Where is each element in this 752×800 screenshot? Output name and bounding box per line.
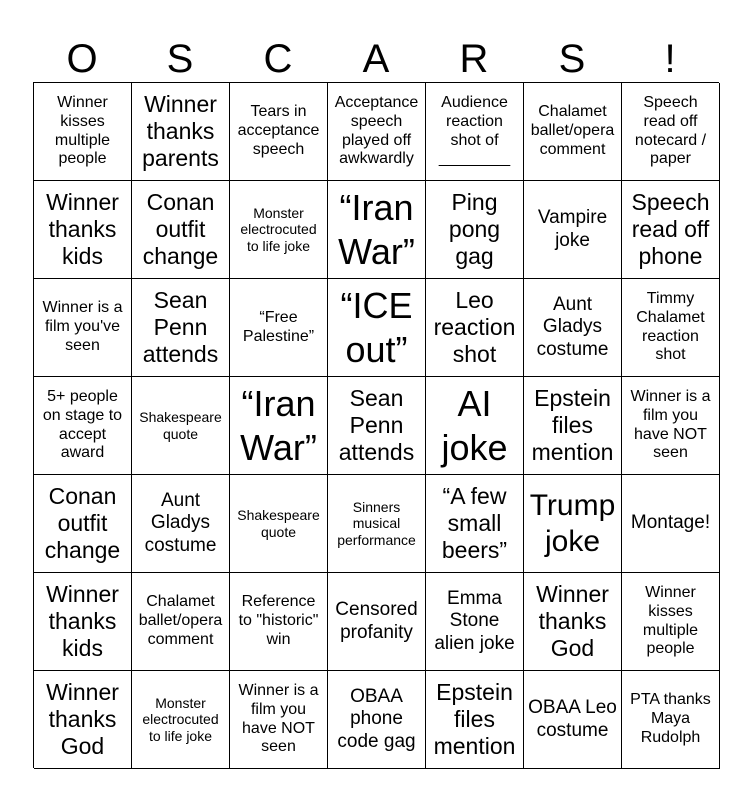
bingo-cell-text: “Iran War” (338, 187, 415, 272)
bingo-cell-text: Winner thanks parents (142, 91, 219, 171)
bingo-cell[interactable] (230, 377, 328, 475)
title-letter: O (66, 37, 98, 81)
bingo-cell-text: AI joke (441, 383, 508, 468)
bingo-cell[interactable] (132, 279, 230, 377)
title-letter: S (558, 37, 586, 81)
bingo-cell[interactable] (230, 573, 328, 671)
bingo-cell[interactable] (34, 671, 132, 769)
title-letter: R (459, 37, 489, 81)
bingo-cell[interactable] (230, 475, 328, 573)
bingo-cell-text: Winner is a film you have NOT seen (630, 388, 711, 462)
bingo-cell-text: Trump joke (529, 489, 616, 558)
bingo-cell-text: “A few small beers” (441, 483, 508, 563)
bingo-cell-text: Winner thanks God (536, 581, 609, 661)
bingo-cell-text: Sinners musical performance (337, 498, 416, 548)
bingo-cell-text: Winner thanks God (46, 679, 119, 759)
bingo-cell-text: Winner kisses multiple people (54, 94, 111, 168)
bingo-cell-text: Vampire joke (537, 207, 608, 251)
bingo-cell-text: Montage! (630, 512, 711, 534)
bingo-cell[interactable] (524, 573, 622, 671)
bingo-cell-text: Epstein files mention (531, 385, 614, 465)
bingo-cell[interactable] (34, 573, 132, 671)
bingo-cell[interactable] (230, 671, 328, 769)
bingo-cell-text: Tears in acceptance speech (237, 103, 320, 158)
bingo-cell[interactable] (622, 671, 720, 769)
bingo-cell[interactable] (230, 181, 328, 279)
title-letter: A (362, 37, 390, 81)
title-letter: ! (664, 37, 676, 81)
bingo-cell[interactable] (622, 279, 720, 377)
bingo-cell[interactable] (34, 475, 132, 573)
bingo-cell[interactable] (426, 181, 524, 279)
bingo-cell[interactable] (328, 573, 426, 671)
bingo-cell-text: Audience reaction shot of ________ (438, 94, 511, 168)
bingo-cell-text: Winner thanks kids (46, 581, 119, 661)
bingo-cell[interactable] (622, 181, 720, 279)
bingo-cell-text: Ping pong gag (448, 189, 501, 269)
bingo-cell-text: 5+ people on stage to accept award (42, 388, 123, 462)
bingo-cell-text: Chalamet ballet/opera comment (530, 103, 615, 158)
bingo-cell[interactable] (328, 475, 426, 573)
bingo-cell-text: OBAA Leo costume (528, 697, 617, 741)
bingo-cell-text: Timmy Chalamet reaction shot (636, 290, 705, 364)
bingo-cell-text: Leo reaction shot (433, 287, 516, 367)
bingo-cell[interactable] (426, 475, 524, 573)
bingo-board (33, 82, 719, 768)
bingo-cell-text: “Iran War” (240, 383, 317, 468)
bingo-cell-text: “ICE out” (340, 285, 413, 370)
bingo-cell-text: Aunt Gladys costume (536, 294, 609, 360)
bingo-cell[interactable] (524, 475, 622, 573)
bingo-cell-text: Chalamet ballet/opera comment (138, 593, 223, 648)
bingo-cell[interactable] (230, 83, 328, 181)
bingo-cell-text: Monster electrocuted to life joke (240, 204, 317, 254)
bingo-cell-text: Censored profanity (335, 599, 418, 643)
title-letter: S (166, 37, 194, 81)
bingo-cell-text: Winner thanks kids (46, 189, 119, 269)
bingo-cell[interactable] (132, 83, 230, 181)
bingo-cell-text: Winner kisses multiple people (642, 584, 699, 658)
bingo-cell[interactable] (524, 377, 622, 475)
bingo-cell[interactable] (426, 377, 524, 475)
bingo-cell[interactable] (622, 83, 720, 181)
bingo-cell[interactable] (426, 279, 524, 377)
bingo-cell-text: Acceptance speech played off awkwardly (334, 94, 419, 168)
bingo-cell-text: Monster electrocuted to life joke (142, 694, 219, 744)
bingo-cell[interactable] (622, 573, 720, 671)
bingo-cell[interactable] (328, 279, 426, 377)
bingo-cell-text: Sean Penn attends (338, 385, 415, 465)
bingo-cell-text: “Free Palestine” (242, 308, 315, 345)
bingo-cell-text: Conan outfit change (142, 189, 219, 269)
bingo-cell[interactable] (328, 671, 426, 769)
bingo-cell[interactable] (328, 181, 426, 279)
bingo-cell-text: Winner is a film you have NOT seen (238, 682, 319, 756)
bingo-cell-text: Shakespeare quote (139, 409, 222, 442)
title-letter: C (263, 37, 293, 81)
bingo-cell[interactable] (132, 475, 230, 573)
bingo-cell[interactable] (426, 573, 524, 671)
bingo-cell-text: Reference to "historic" win (238, 593, 319, 648)
bingo-cell[interactable] (132, 573, 230, 671)
bingo-cell[interactable] (524, 279, 622, 377)
bingo-cell-text: Winner is a film you've seen (42, 299, 123, 354)
bingo-cell-text: Aunt Gladys costume (144, 490, 217, 556)
bingo-cell-text: Conan outfit change (44, 483, 121, 563)
bingo-cell-text: Sean Penn attends (142, 287, 219, 367)
bingo-cell[interactable] (328, 377, 426, 475)
bingo-cell-text: Speech read off notecard / paper (634, 94, 707, 168)
bingo-cell[interactable] (132, 181, 230, 279)
bingo-cell[interactable] (132, 671, 230, 769)
bingo-title (33, 36, 719, 82)
bingo-cell-text: Epstein files mention (433, 679, 516, 759)
bingo-cell[interactable] (34, 181, 132, 279)
bingo-cell[interactable] (622, 377, 720, 475)
bingo-cell[interactable] (328, 83, 426, 181)
bingo-cell-text: Shakespeare quote (237, 507, 320, 540)
bingo-cell-text: PTA thanks Maya Rudolph (630, 691, 711, 746)
bingo-cell[interactable] (34, 83, 132, 181)
bingo-cell-text: Emma Stone alien joke (434, 588, 515, 654)
bingo-cell[interactable] (34, 377, 132, 475)
bingo-cell-text: OBAA phone code gag (337, 686, 416, 752)
bingo-cell[interactable] (230, 279, 328, 377)
bingo-cell-text: Speech read off phone (631, 189, 710, 269)
bingo-cell[interactable] (426, 83, 524, 181)
bingo-cell[interactable] (524, 671, 622, 769)
bingo-cell[interactable] (34, 279, 132, 377)
bingo-cell[interactable] (426, 671, 524, 769)
bingo-cell[interactable] (524, 83, 622, 181)
bingo-cell[interactable] (132, 377, 230, 475)
bingo-cell[interactable] (622, 475, 720, 573)
bingo-cell[interactable] (524, 181, 622, 279)
